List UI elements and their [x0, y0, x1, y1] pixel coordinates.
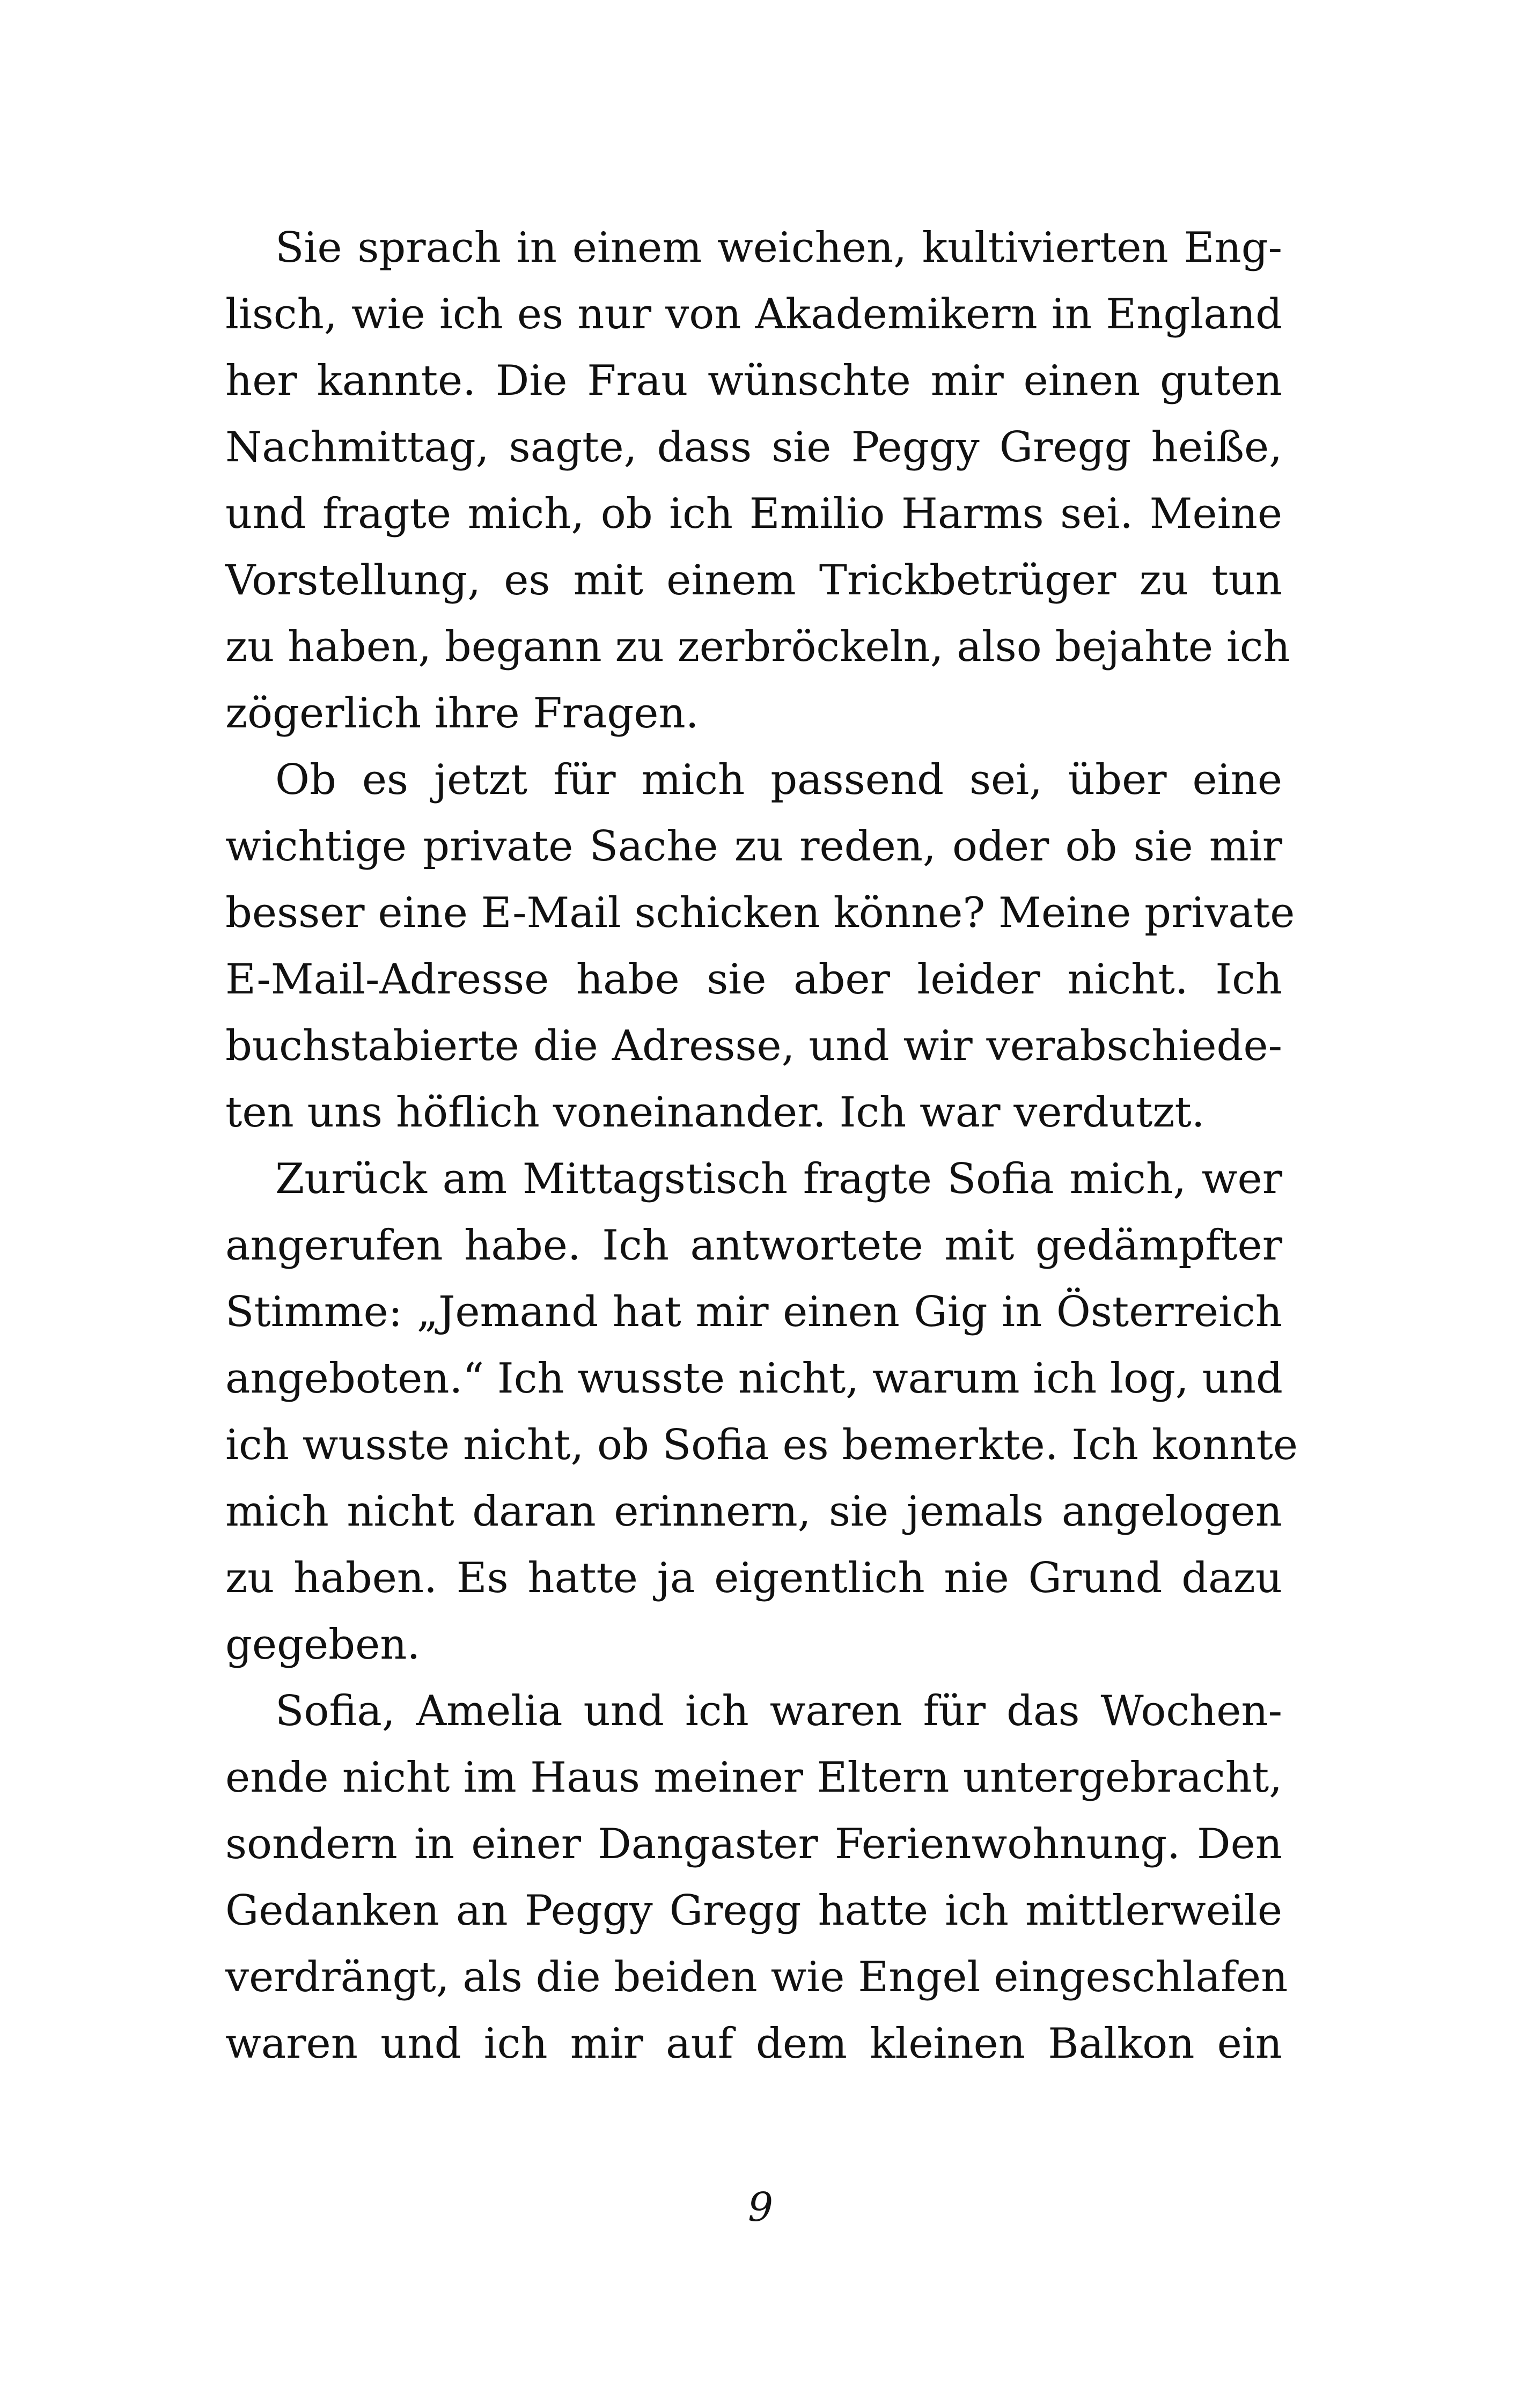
- text-line: verdrängt, als die beiden wie Engel eingeschlafen: [225, 1953, 1288, 2001]
- body-text: [225, 215, 1298, 2077]
- text-line: Sofia, Amelia und ich waren für das Wochen-: [275, 1687, 1282, 1735]
- text-line: ende nicht im Haus meiner Eltern untergebracht,: [225, 1754, 1282, 1802]
- text-line: zögerlich ihre Fragen.: [225, 689, 699, 738]
- text-line: angeboten.“ Ich wusste nicht, warum ich log, und: [225, 1354, 1283, 1403]
- text-line: Nachmittag, sagte, dass sie Peggy Gregg heiße,: [225, 423, 1282, 472]
- text-line: buchstabierte die Adresse, und wir verabschiede-: [225, 1022, 1282, 1070]
- text-line: Sie sprach in einem weichen, kultivierten Eng-: [275, 224, 1282, 272]
- text-line: Ob es jetzt für mich passend sei, über eine: [275, 756, 1282, 804]
- text-line: gegeben.: [225, 1621, 421, 1669]
- text-line: Stimme: „Jemand hat mir einen Gig in Österreich: [225, 1288, 1282, 1336]
- page-number: 9: [747, 2184, 774, 2230]
- text-line: her kannte. Die Frau wünschte mir einen guten: [225, 357, 1282, 405]
- text-line: ten uns höflich voneinander. Ich war verdutzt.: [225, 1088, 1205, 1137]
- text-line: und fragte mich, ob ich Emilio Harms sei. Meine: [225, 490, 1282, 538]
- text-line: Vorstellung, es mit einem Trickbetrüger zu tun: [225, 556, 1282, 605]
- text-line: waren und ich mir auf dem kleinen Balkon ein: [225, 2020, 1282, 2068]
- text-line: Gedanken an Peggy Gregg hatte ich mittlerweile: [225, 1887, 1282, 1935]
- text-line: zu haben. Es hatte ja eigentlich nie Grund dazu: [225, 1554, 1282, 1602]
- text-line: mich nicht daran erinnern, sie jemals angelogen: [225, 1487, 1282, 1536]
- text-line: lisch, wie ich es nur von Akademikern in England: [225, 290, 1282, 338]
- text-line: wichtige private Sache zu reden, oder ob sie mir: [225, 822, 1282, 871]
- text-line: E-Mail-Adresse habe sie aber leider nicht. Ich: [225, 955, 1282, 1004]
- text-line: sondern in einer Dangaster Ferienwohnung. Den: [225, 1820, 1282, 1868]
- text-line: angerufen habe. Ich antwortete mit gedämpfter: [225, 1221, 1282, 1270]
- text-line: Zurück am Mittagstisch fragte Sofia mich, wer: [275, 1155, 1282, 1203]
- text-line: zu haben, begann zu zerbröckeln, also bejahte ich: [225, 623, 1290, 671]
- text-line: besser eine E-Mail schicken könne? Meine private: [225, 889, 1295, 937]
- text-line: ich wusste nicht, ob Sofia es bemerkte. Ich konnte: [225, 1421, 1298, 1469]
